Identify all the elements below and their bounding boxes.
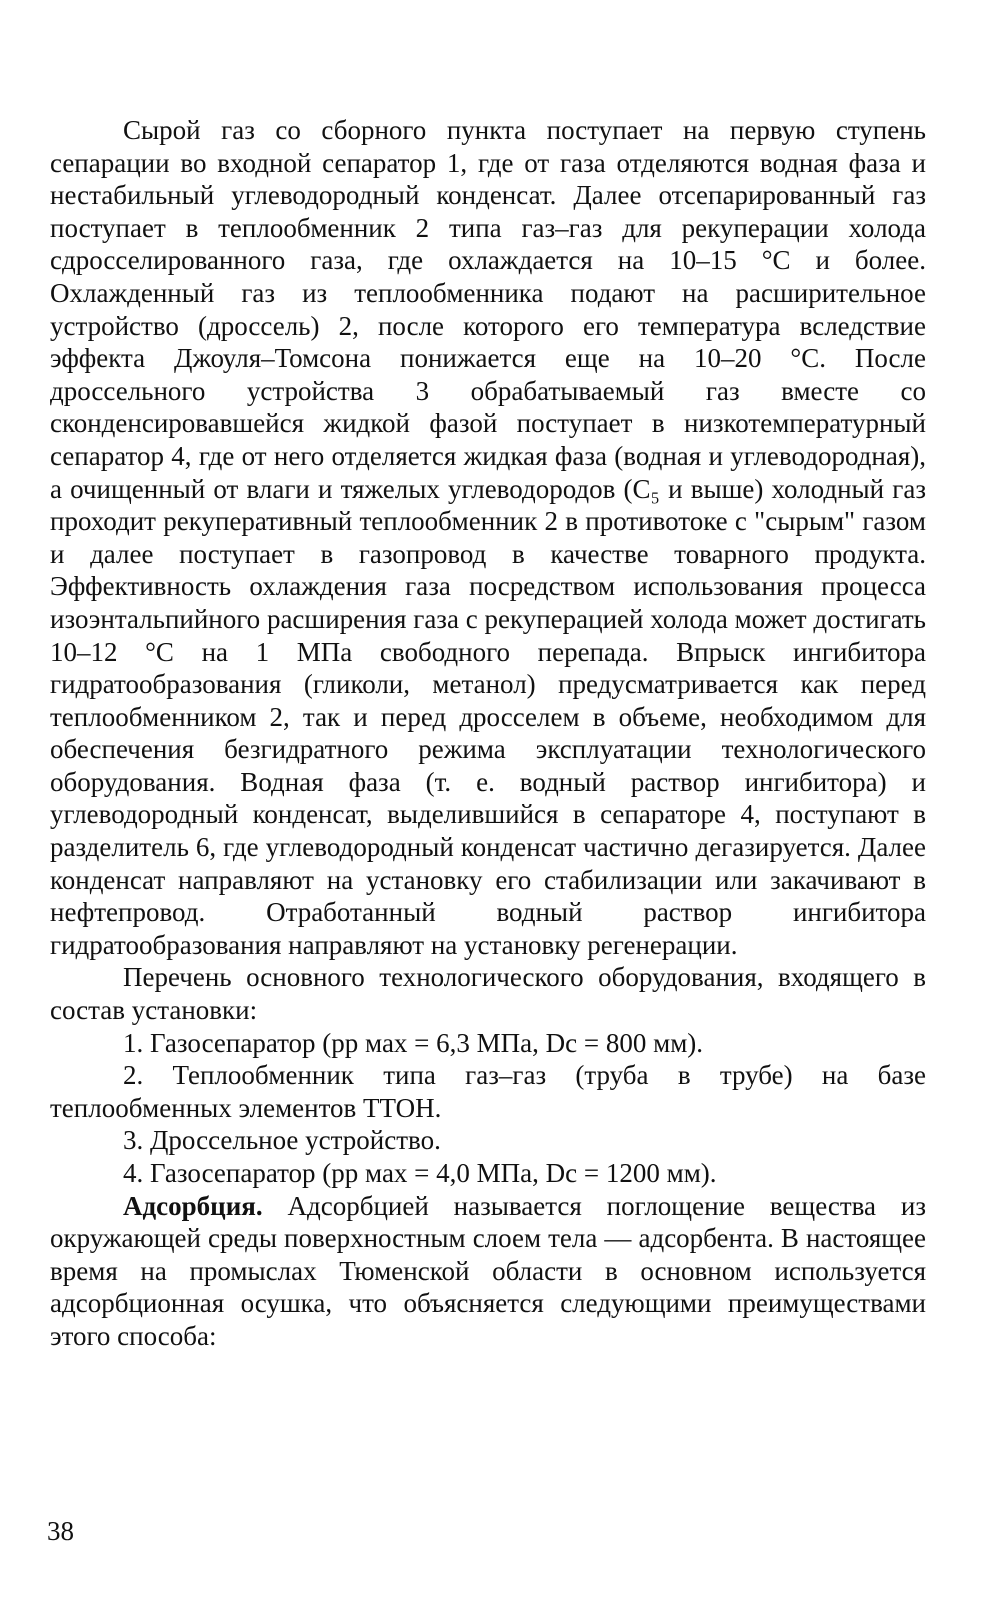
- body-text: [50, 114, 926, 1353]
- equipment-list-item-1: 1. Газосепаратор (pр мах = 6,3 МПа, Dс = 800 мм).: [123, 1027, 704, 1058]
- paragraph-process-description: Сырой газ со сборного пункта поступает на первую ступень сепарации во входной сепаратор 1, где от газа отделяются водная фаза и нестабильный углеводородный конденсат. Далее отсепарированный газ поступает в теплообменник 2 типа газ–газ для рекуперации холода сдросселированного газа, где охлаждается на 10–15 °С и более. Охлажденный газ из теплообменника подают на расширительное устройство (дроссель) 2, после которого его температура вследствие эффекта Джоуля–Томсона понижается еще на 10–20 °С. После дроссельного устройства 3 обрабатываемый газ вместе со сконденсировавшейся жидкой фазой поступает в низкотемпературный сепаратор 4, где от него отделяется жидкая фаза (водная и углеводородная), а очищенный от влаги и тяжелых углеводородов (С₅ и выше) холодный газ проходит рекуперативный теплообменник 2 в противотоке с "сырым" газом и далее поступает в газопровод в качестве товарного продукта. Эффективность охлаждения газа посредством использования процесса изоэнтальпийного расширения газа с рекуперацией холода может достигать 10–12 °С на 1 МПа свободного перепада. Впрыск ингибитора гидратообразования (гликоли, метанол) предусматривается как перед теплообменником 2, так и перед дросселем в объеме, необходимом для обеспечения безгидратного режима эксплуатации технологического оборудования. Водная фаза (т. е. водный раствор ингибитора) и углеводородный конденсат, выделившийся в сепараторе 4, поступают в разделитель 6, где углеводородный конденсат частично дегазируется. Далее конденсат направляют на установку его стабилизации или закачивают в нефтепровод. Отработанный водный раствор ингибитора гидратообразования направляют на установку регенерации.: [50, 115, 926, 960]
- equipment-list-item-3: 3. Дроссельное устройство.: [123, 1125, 441, 1156]
- equipment-list-item-4: 4. Газосепаратор (pр мах = 4,0 МПа, Dс = 1200 мм).: [123, 1158, 717, 1188]
- adsorption-text: Адсорбцией называется поглощение вещества из окружающей среды поверхностным слоем тела — адсорбента. В настоящее время на промыслах Тюменской области в основном используется адсорбционная осушка, что объясняется следующими преимуществами этого способа:: [50, 1190, 926, 1351]
- adsorption-heading: Адсорбция.: [123, 1190, 263, 1221]
- page-number: 38: [47, 1516, 74, 1546]
- equipment-list-item-2: 2. Теплообменник типа газ–газ (труба в трубе) на базе теплообменных элементов ТТОН.: [50, 1060, 926, 1123]
- paragraph-adsorption: [50, 1190, 926, 1353]
- paragraph-equipment-intro: Перечень основного технологического оборудования, входящего в состав установки:: [50, 962, 926, 1026]
